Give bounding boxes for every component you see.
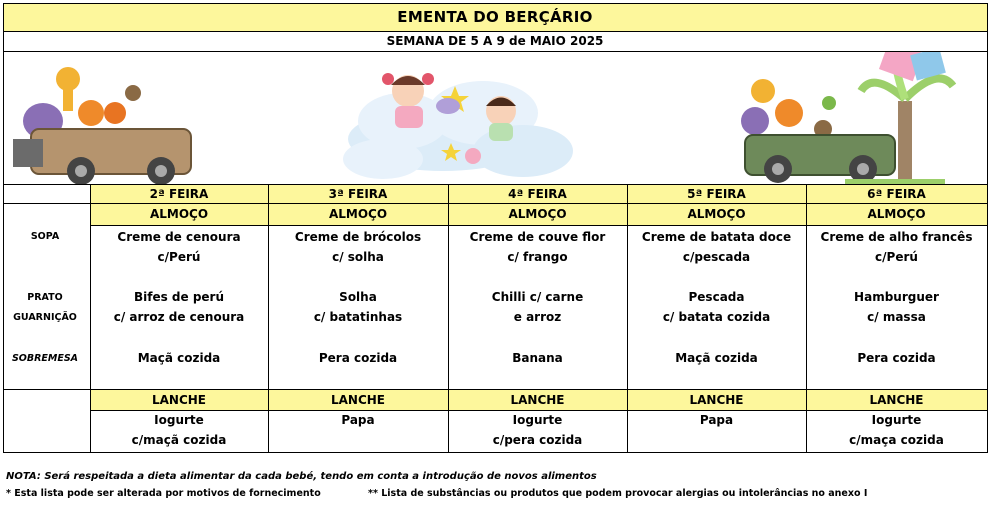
snack-header: LANCHE <box>510 392 565 407</box>
row-label-main: PRATO <box>27 292 63 303</box>
dessert: Pera cozida <box>857 351 936 365</box>
snack-header: LANCHE <box>151 392 207 407</box>
snack-line: c/maçã cozida <box>131 433 227 447</box>
main-line: Bifes de perú <box>133 290 225 304</box>
kids-illustration <box>3 51 987 184</box>
dessert: Banana <box>512 351 563 365</box>
lunch-header: ALMOÇO <box>687 207 746 221</box>
row-label-soup: SOPA <box>30 231 60 242</box>
soup-line: Creme de brócolos <box>294 230 422 244</box>
lunch-header: ALMOÇO <box>867 207 926 221</box>
row-label-side: GUARNIÇÃO <box>13 312 77 323</box>
lunch-header: ALMOÇO <box>328 207 388 221</box>
main-line: Solha <box>339 290 377 304</box>
day-header-friday: 6ª FEIRA <box>867 186 926 201</box>
soup-line: c/ frango <box>507 250 568 264</box>
snack-line: Iogurte <box>154 413 204 427</box>
day-header-tuesday: 3ª FEIRA <box>328 186 388 201</box>
lunch-header: ALMOÇO <box>149 207 209 221</box>
week-label: SEMANA DE 5 A 9 de MAIO 2025 <box>386 34 604 48</box>
day-header-wednesday: 4ª FEIRA <box>508 186 567 201</box>
jeep-palm-illustration <box>741 51 953 184</box>
soup-line: c/Perú <box>875 250 918 264</box>
page-title: EMENTA DO BERÇÁRIO <box>397 8 593 26</box>
snack-header: LANCHE <box>869 392 924 407</box>
row-label-dessert: SOBREMESA <box>11 353 79 364</box>
note-allergens: ** Lista de substâncias ou produtos que podem provocar alergias ou intolerâncias no anexo I <box>368 488 868 499</box>
main-line: c/ batata cozida <box>662 310 771 324</box>
soup-line: Creme de batata doce <box>641 230 792 244</box>
main-line: Hamburguer <box>854 290 939 304</box>
soup-line: c/pescada <box>682 250 751 264</box>
jeep-animals-illustration <box>13 67 191 184</box>
soup-line: Creme de alho francês <box>820 230 973 244</box>
soup-line: c/ solha <box>332 250 384 264</box>
snack-header: LANCHE <box>689 392 744 407</box>
note-supply: * Esta lista pode ser alterada por motivos de fornecimento <box>6 488 321 499</box>
snack-line: c/pera cozida <box>492 433 583 447</box>
day-header-thursday: 5ª FEIRA <box>687 186 746 201</box>
main-line: c/ batatinhas <box>313 310 403 324</box>
dessert: Pera cozida <box>318 351 398 365</box>
snack-line: Papa <box>341 413 375 427</box>
main-line: c/ massa <box>867 310 926 324</box>
note-diet: NOTA: Será respeitada a dieta alimentar da cada bebé, tendo em conta a introdução de novos alimentos <box>6 471 597 482</box>
main-line: Pescada <box>688 290 745 304</box>
dessert: Maçã cozida <box>137 351 221 365</box>
snack-line: Papa <box>699 413 734 427</box>
main-line: e arroz <box>513 310 562 324</box>
day-header-monday: 2ª FEIRA <box>149 186 209 201</box>
soup-line: c/Perú <box>157 250 201 264</box>
snack-line: c/maça cozida <box>849 433 944 447</box>
lunch-header: ALMOÇO <box>508 207 567 221</box>
cloud-kids-illustration <box>343 73 573 179</box>
main-line: c/ arroz de cenoura <box>113 310 245 324</box>
dessert: Maçã cozida <box>675 351 758 365</box>
snack-line: Iogurte <box>871 413 922 427</box>
main-line: Chilli c/ carne <box>491 290 584 304</box>
soup-line: Creme de couve flor <box>469 230 606 244</box>
illustration-banner <box>3 51 987 184</box>
snack-header: LANCHE <box>330 392 386 407</box>
soup-line: Creme de cenoura <box>117 230 241 244</box>
snack-line: Iogurte <box>512 413 563 427</box>
